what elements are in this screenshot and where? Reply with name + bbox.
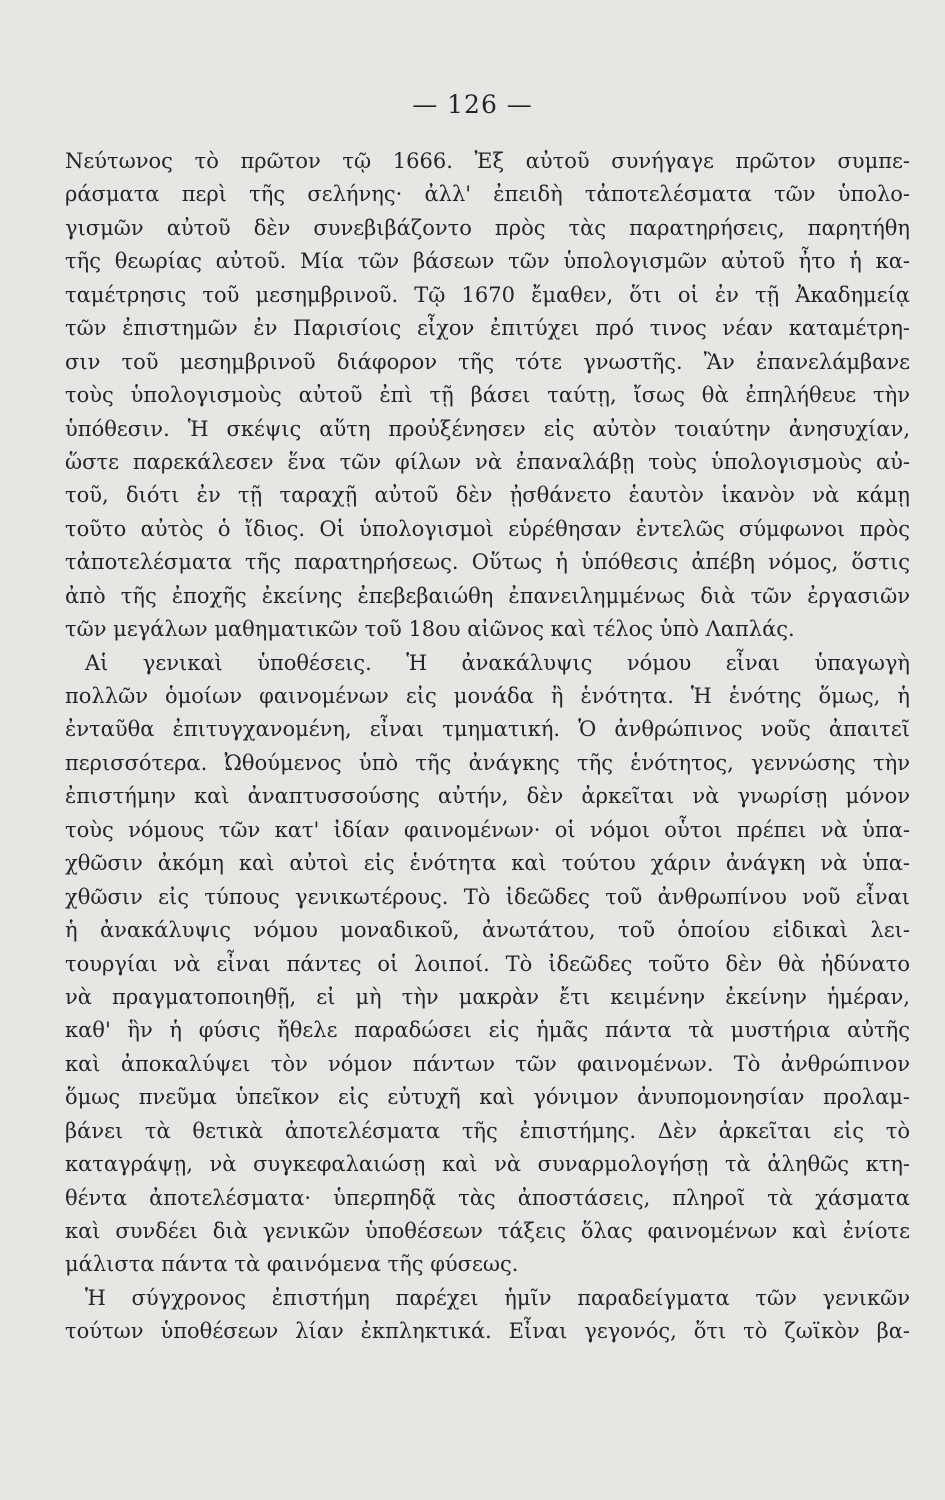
text-line: τἀποτελέσματα τῆς παρατηρήσεως. Οὕτως ἡ ὑπόθεσις ἀπέβη νόμος, ὅστις <box>65 550 910 575</box>
text-line: τοῦτο αὐτὸς ὁ ἴδιος. Οἱ ὑπολογισμοὶ εὑρέθησαν ἐντελῶς σύμφωνοι πρὸς <box>65 516 910 541</box>
text-line: ταμέτρησις τοῦ μεσημβρινοῦ. Τῷ 1670 ἔμαθεν, ὅτι οἱ ἐν τῇ Ἀκαδημείᾳ <box>65 282 910 307</box>
text-line: νὰ πραγματοποιηθῇ, εἰ μὴ τὴν μακρὰν ἔτι κειμένην ἐκείνην ἡμέραν, <box>65 984 910 1009</box>
text-line: χθῶσιν ἀκόμη καὶ αὐτοὶ εἰς ἑνότητα καὶ τούτου χάριν ἀνάγκη νὰ ὑπα- <box>65 851 910 876</box>
body-text <box>65 145 910 1349</box>
text-line: χθῶσιν εἰς τύπους γενικωτέρους. Τὸ ἰδεῶδες τοῦ ἀνθρωπίνου νοῦ εἶναι <box>65 884 910 909</box>
text-line: καταγράψῃ, νὰ συγκεφαλαιώσῃ καὶ νὰ συναρμολογήσῃ τὰ ἀληθῶς κτη- <box>65 1152 910 1177</box>
text-line: ὅμως πνεῦμα ὑπεῖκον εἰς εὐτυχῆ καὶ γόνιμον ἀνυπομονησίαν προλαμ- <box>65 1085 910 1110</box>
page-number: — 126 — <box>412 90 533 119</box>
text-line: τῶν ἐπιστημῶν ἐν Παρισίοις εἶχον ἐπιτύχει πρό τινος νέαν καταμέτρη- <box>65 316 910 341</box>
text-line: ὑπόθεσιν. Ἡ σκέψις αὕτη προὐξένησεν εἰς αὐτὸν τοιαύτην ἀνησυχίαν, <box>65 416 910 441</box>
text-line: ἀπὸ τῆς ἐποχῆς ἐκείνης ἐπεβεβαιώθη ἐπανειλημμένως διὰ τῶν ἐργασιῶν <box>65 583 910 608</box>
text-line: τῆς θεωρίας αὐτοῦ. Μία τῶν βάσεων τῶν ὑπολογισμῶν αὐτοῦ ἦτο ἡ κα- <box>65 249 910 274</box>
text-line: ἐπιστήμην καὶ ἀναπτυσσούσης αὐτήν, δὲν ἀρκεῖται νὰ γνωρίσῃ μόνον <box>65 784 910 809</box>
text-line: ράσματα περὶ τῆς σελήνης· ἀλλ' ἐπειδὴ τἀποτελέσματα τῶν ὑπολο- <box>65 182 910 207</box>
text-line: ὥστε παρεκάλεσεν ἕνα τῶν φίλων νὰ ἐπαναλάβῃ τοὺς ὑπολογισμοὺς αὐ- <box>65 449 910 474</box>
text-line: ἡ ἀνακάλυψις νόμου μοναδικοῦ, ἀνωτάτου, τοῦ ὁποίου εἰδικαὶ λει- <box>65 918 910 943</box>
text-line: τούτων ὑποθέσεων λίαν ἐκπληκτικά. Εἶναι γεγονός, ὅτι τὸ ζωϊκὸν βα- <box>65 1319 910 1344</box>
text-line: τοῦ, διότι ἐν τῇ ταραχῇ αὐτοῦ δὲν ᾐσθάνετο ἑαυτὸν ἱκανὸν νὰ κάμῃ <box>65 483 910 508</box>
text-line: γισμῶν αὐτοῦ δὲν συνεβιβάζοντο πρὸς τὰς παρατηρήσεις, παρητήθη <box>65 215 910 240</box>
text-line: τοὺς ὑπολογισμοὺς αὐτοῦ ἐπὶ τῇ βάσει ταύτῃ, ἴσως θὰ ἐπηλήθευε τὴν <box>65 383 910 408</box>
text-line: θέντα ἀποτελέσματα· ὑπερπηδᾷ τὰς ἀποστάσεις, πληροῖ τὰ χάσματα <box>65 1185 910 1210</box>
text-line: πολλῶν ὁμοίων φαινομένων εἰς μονάδα ἢ ἑνότητα. Ἡ ἑνότης ὅμως, ἡ <box>65 684 910 708</box>
text-line: Ἡ σύγχρονος ἐπιστήμη παρέχει ἡμῖν παραδείγματα τῶν γενικῶν <box>85 1285 910 1310</box>
text-line: τοὺς νόμους τῶν κατ' ἰδίαν φαινομένων· οἱ νόμοι οὗτοι πρέπει νὰ ὑπα- <box>65 817 910 842</box>
text-line: Νεύτωνος τὸ πρῶτον τῷ 1666. Ἐξ αὐτοῦ συνήγαγε πρῶτον συμπε- <box>65 149 910 173</box>
text-line: βάνει τὰ θετικὰ ἀποτελέσματα τῆς ἐπιστήμης. Δὲν ἀρκεῖται εἰς τὸ <box>65 1118 910 1143</box>
text-line: καθ' ἣν ἡ φύσις ἤθελε παραδώσει εἰς ἡμᾶς πάντα τὰ μυστήρια αὐτῆς <box>65 1018 910 1043</box>
text-line: Αἱ γενικαὶ ὑποθέσεις. Ἡ ἀνακάλυψις νόμου εἶναι ὑπαγωγὴ <box>85 650 910 675</box>
text-line: ἐνταῦθα ἐπιτυγχανομένη, εἶναι τμηματική. Ὁ ἀνθρώπινος νοῦς ἀπαιτεῖ <box>65 717 910 742</box>
text-line: μάλιστα πάντα τὰ φαινόμενα τῆς φύσεως. <box>65 1252 519 1277</box>
text-line: τῶν μεγάλων μαθηματικῶν τοῦ 18ου αἰῶνος καὶ τέλος ὑπὸ Λαπλάς. <box>65 617 795 642</box>
text-line: σιν τοῦ μεσημβρινοῦ διάφορον τῆς τότε γνωστῆς. Ἂν ἐπανελάμβανε <box>65 349 910 374</box>
text-line: καὶ ἀποκαλύψει τὸν νόμον πάντων τῶν φαινομένων. Τὸ ἀνθρώπινον <box>65 1051 910 1076</box>
text-line: καὶ συνδέει διὰ γενικῶν ὑποθέσεων τάξεις ὅλας φαινομένων καὶ ἐνίοτε <box>65 1219 910 1243</box>
text-line: τουργίαι νὰ εἶναι πάντες οἱ λοιποί. Τὸ ἰδεῶδες τοῦτο δὲν θὰ ἠδύνατο <box>65 951 910 976</box>
text-line: περισσότερα. Ὠθούμενος ὑπὸ τῆς ἀνάγκης τῆς ἑνότητος, γεννώσης τὴν <box>65 750 910 775</box>
